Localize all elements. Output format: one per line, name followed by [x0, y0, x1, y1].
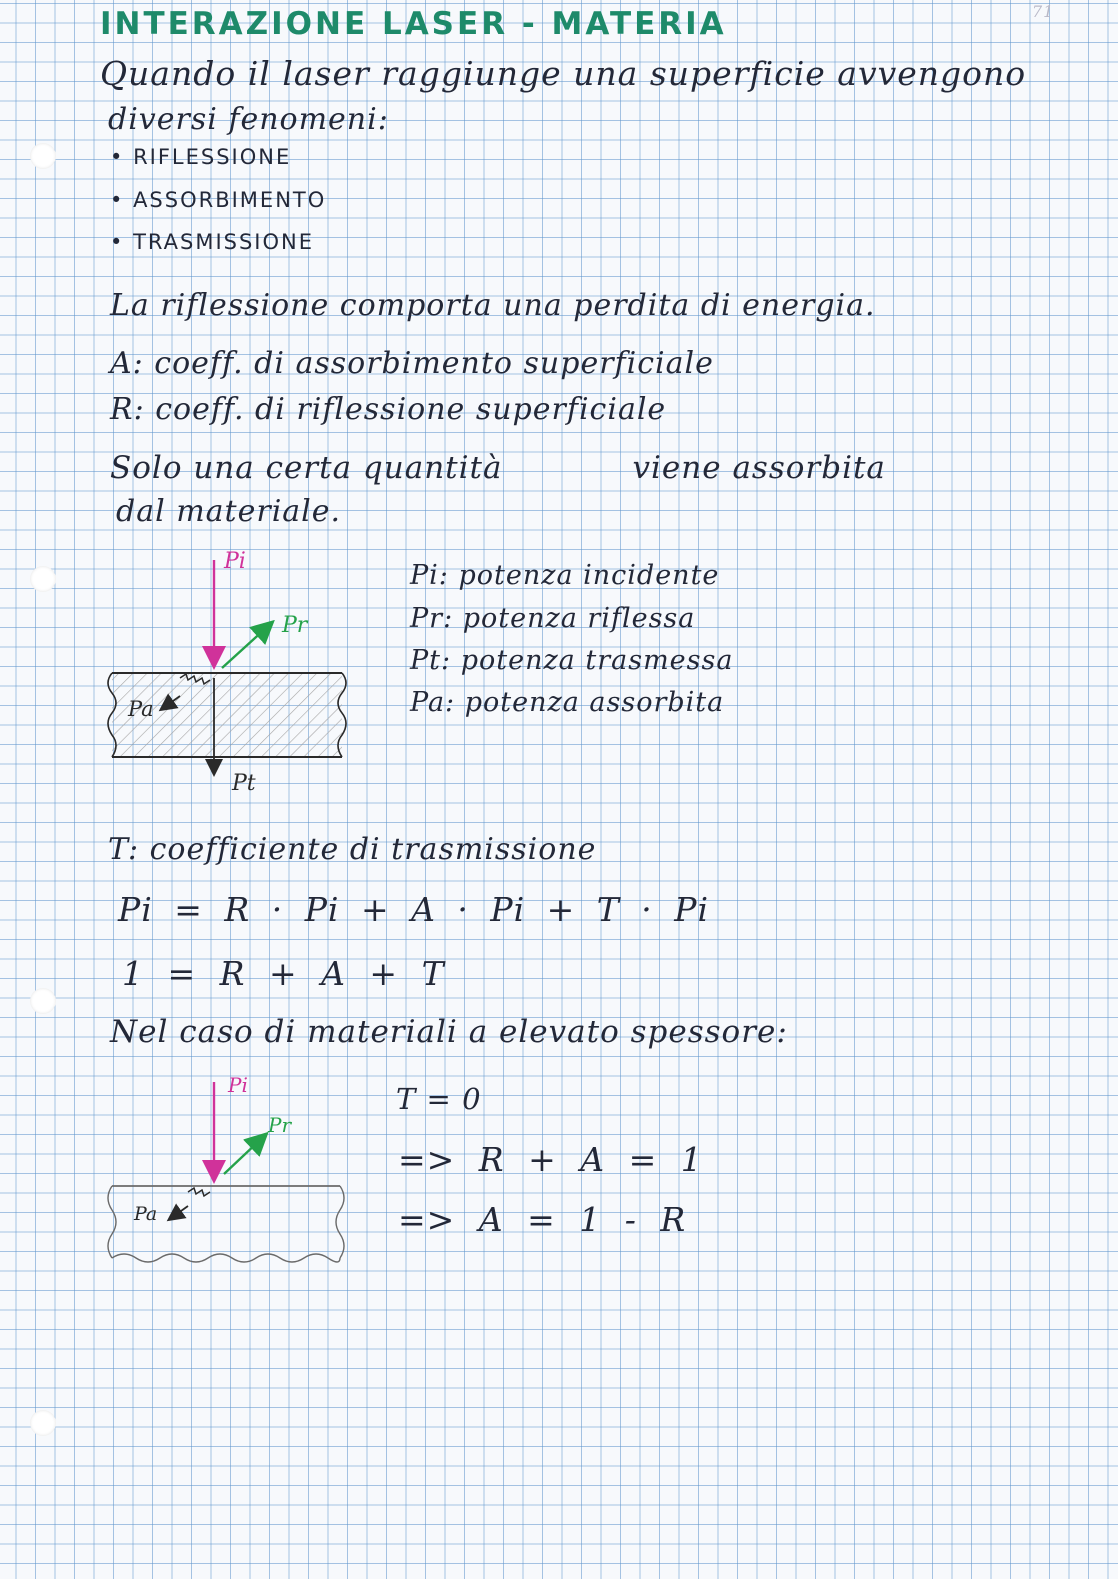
reflection-note: La riflessione comporta una perdita di energia.	[110, 288, 876, 323]
label-Pr: Pr	[282, 613, 308, 638]
result-T-zero: T = 0	[396, 1082, 482, 1116]
absorbed-sentence-line-2: dal materiale.	[116, 494, 342, 529]
binder-hole	[30, 988, 56, 1014]
absorbed-beam-arrow-2	[174, 1206, 188, 1216]
definition-T: T: coefficiente di trasmissione	[108, 832, 597, 867]
thick-case-heading: Nel caso di materiali a elevato spessore:	[110, 1014, 788, 1050]
phenomenon-item-reflection: • RIFLESSIONE	[110, 145, 291, 169]
result-A-equals: => A = 1 - R	[398, 1200, 687, 1239]
page-title: INTERAZIONE LASER - MATERIA	[100, 6, 727, 42]
label-Pi-2: Pi	[228, 1073, 248, 1097]
thick-material-diagram	[100, 1068, 360, 1290]
intro-line-2: diversi fenomeni:	[108, 102, 389, 137]
legend-Pa: Pa: potenza assorbita	[410, 687, 725, 718]
label-Pr-2: Pr	[268, 1113, 292, 1137]
equation-coefficient-sum: 1 = R + A + T	[122, 954, 445, 993]
absorbed-sentence-end: viene assorbita	[632, 450, 886, 486]
legend-Pt: Pt: potenza trasmessa	[410, 645, 734, 676]
label-Pt: Pt	[232, 771, 256, 796]
result-R-plus-A: => R + A = 1	[398, 1140, 703, 1179]
label-Pi: Pi	[224, 549, 246, 574]
phenomenon-item-transmission: • TRASMISSIONE	[110, 230, 314, 254]
absorbed-sentence-start: Solo una certa quantità	[110, 450, 503, 486]
intro-line-1: Quando il laser raggiunge una superficie avvengono	[100, 54, 1027, 93]
phenomenon-item-absorption: • ASSORBIMENTO	[110, 188, 326, 212]
label-Pa: Pa	[128, 697, 154, 721]
equation-power-balance: Pi = R · Pi + A · Pi + T · Pi	[118, 890, 710, 929]
binder-hole	[30, 143, 56, 169]
binder-hole	[30, 566, 56, 592]
absorbed-sentence-line-1	[110, 450, 886, 486]
label-Pa-2: Pa	[134, 1203, 158, 1225]
reflected-beam-arrow	[222, 628, 266, 668]
interaction-diagram	[96, 540, 366, 810]
legend-Pi: Pi: potenza incidente	[410, 560, 720, 591]
page-number: 71	[1032, 2, 1055, 21]
definition-R: R: coeff. di riflessione superficiale	[110, 392, 667, 427]
definition-A: A: coeff. di assorbimento superficiale	[110, 346, 714, 381]
binder-hole	[30, 1410, 56, 1436]
absorbed-wave-2	[188, 1188, 210, 1196]
reflected-beam-arrow-2	[224, 1140, 260, 1174]
legend-Pr: Pr: potenza riflessa	[410, 603, 696, 634]
